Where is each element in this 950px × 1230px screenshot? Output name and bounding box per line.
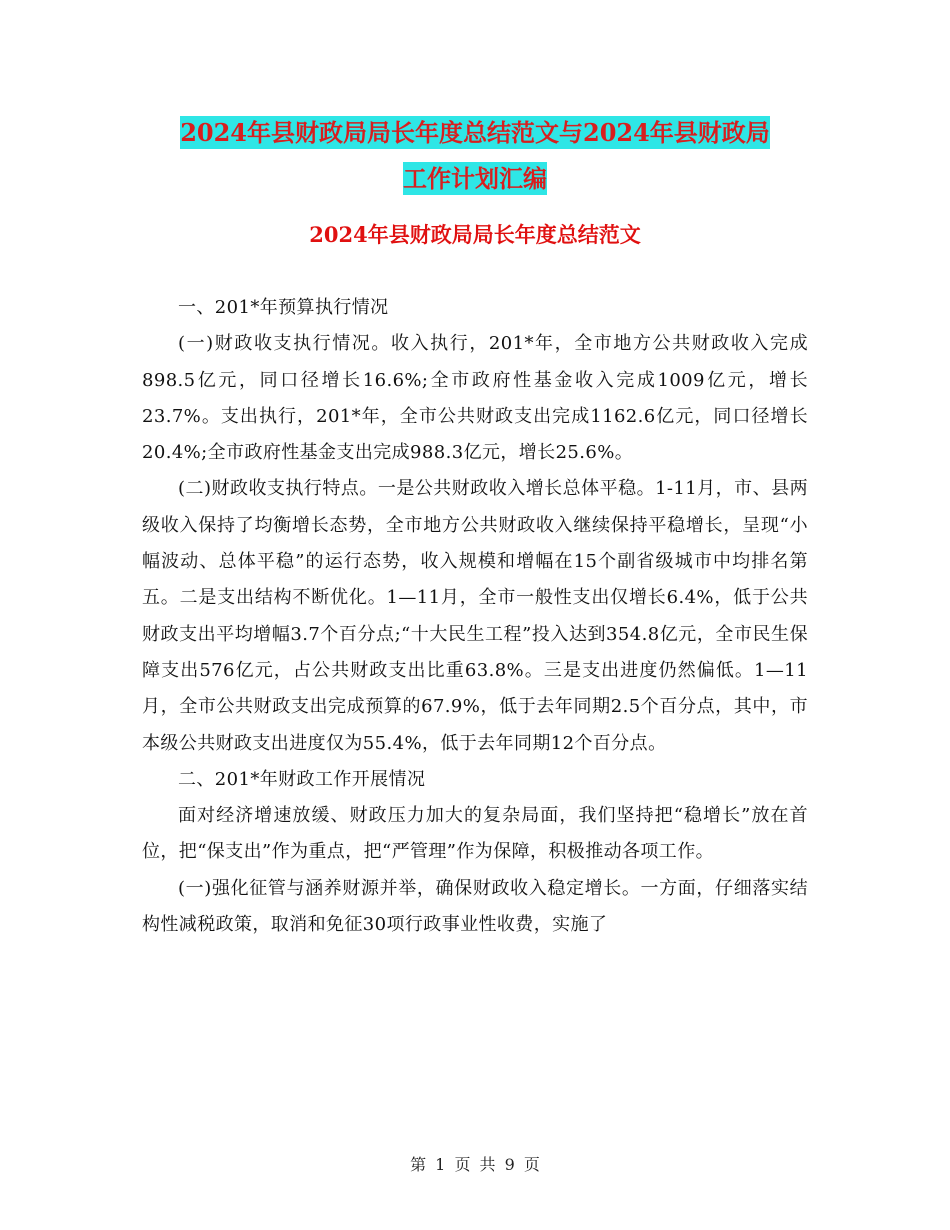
document-body — [142, 290, 808, 943]
paragraph-2: (二)财政收支执行特点。一是公共财政收入增长总体平稳。1-11月，市、县两级收入保持了均衡增长态势，全市地方公共财政收入继续保持平稳增长，呈现“小幅波动、总体平稳”的运行态势，收入规模和增幅在15个副省级城市中均排名第五。二是支出结构不断优化。1—11月，全市一般性支出仅增长6.4%，低于公共财政支出平均增幅3.7个百分点;“十大民生工程”投入达到354.8亿元，全市民生保障支出576亿元，占公共财政支出比重63.8%。三是支出进度仍然偏低。1—11月，全市公共财政支出完成预算的67.9%，低于去年同期2.5个百分点，其中，市本级公共财政支出进度仅为55.4%，低于去年同期12个百分点。 — [142, 478, 808, 754]
document-title — [100, 110, 850, 202]
paragraph-heading-1: 一、201*年预算执行情况 — [178, 297, 389, 318]
document-title-line-2: 工作计划汇编 — [403, 164, 547, 193]
paragraph-3: 面对经济增速放缓、财政压力加大的复杂局面，我们坚持把“稳增长”放在首位，把“保支出”作为重点，把“严管理”作为保障，积极推动各项工作。 — [142, 805, 808, 863]
document-title-line-1: 2024年县财政局局长年度总结范文与2024年县财政局 — [180, 118, 770, 147]
paragraph-4: (一)强化征管与涵养财源并举，确保财政收入稳定增长。一方面，仔细落实结构性减税政策，取消和免征30项行政事业性收费，实施了 — [142, 877, 808, 936]
section-title: 2024年县财政局局长年度总结范文 — [309, 222, 641, 247]
page-footer: 第 1 页 共 9 页 — [410, 1155, 540, 1174]
paragraph-heading-2: 二、201*年财政工作开展情况 — [178, 768, 426, 790]
paragraph-1: (一)财政收支执行情况。收入执行，201*年，全市地方公共财政收入完成898.5亿元，同口径增长16.6%;全市政府性基金收入完成1009亿元，增长23.7%。支出执行，201*年，全市公共财政支出完成1162.6亿元，同口径增长20.4%;全市政府性基金支出完成988.3亿元，增长25.6%。 — [142, 333, 808, 464]
